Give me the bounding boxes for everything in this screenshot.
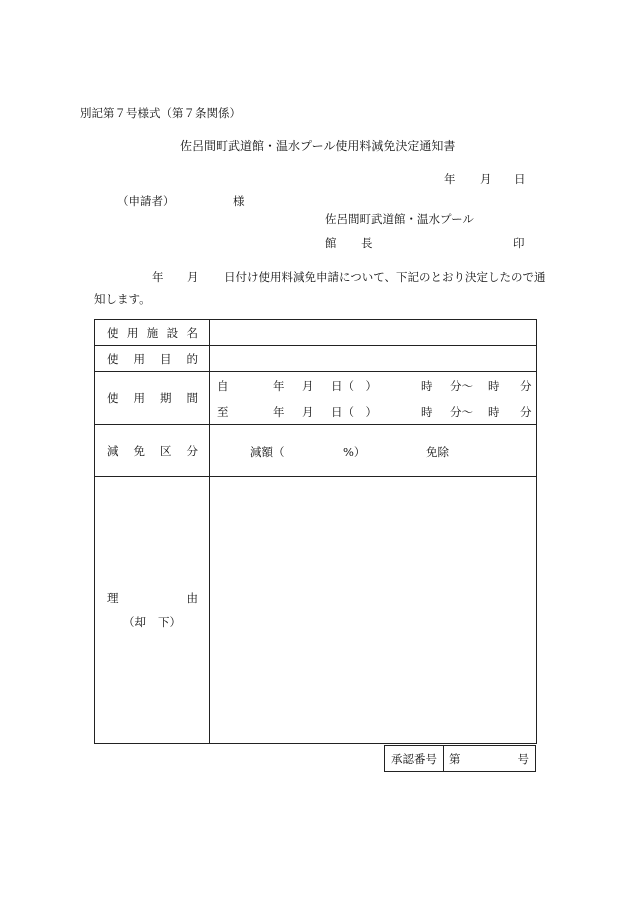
reason-label (95, 477, 210, 744)
form-reference: 別記第７号様式（第７条関係） (80, 106, 241, 120)
period-to-line (210, 398, 536, 424)
reduction-label-char: 区 (160, 443, 172, 458)
facility-label-char: 名 (186, 325, 198, 340)
reduction-partial: 減額（ (250, 444, 285, 459)
issuer-org: 佐呂間町武道館・温水プール (325, 212, 474, 226)
reduction-label-char: 免 (133, 443, 145, 458)
reason-value[interactable] (210, 477, 537, 744)
body-year: 年 (152, 270, 164, 284)
reason-sub-char: （却 (123, 615, 146, 629)
body-month: 月 (187, 270, 199, 284)
period-label-char: 用 (133, 391, 145, 405)
applicant-label: （申請者） (117, 194, 175, 208)
row-period (95, 372, 537, 425)
decision-form-table (94, 319, 537, 744)
facility-label-char: 用 (126, 325, 139, 340)
reason-label-char: 由 (186, 591, 198, 605)
period-to-hour: 時 (421, 405, 433, 419)
reduction-line (210, 438, 536, 464)
reduction-label (95, 425, 210, 477)
period-from-day: 日（ ） (331, 379, 377, 393)
reduction-value[interactable] (210, 425, 537, 477)
issuer-title-2: 長 (361, 236, 373, 250)
date-month: 月 (480, 172, 492, 186)
period-from-minute2: 分 (520, 379, 532, 393)
period-from-hour: 時 (421, 379, 433, 393)
period-from-month: 月 (302, 379, 314, 393)
period-label-char: 期 (160, 391, 172, 405)
period-label-char: 使 (107, 391, 119, 405)
period-to-minute2: 分 (520, 405, 532, 419)
reason-label-char: 理 (107, 591, 119, 605)
reason-sublabel (95, 606, 209, 630)
facility-value[interactable] (210, 320, 537, 346)
purpose-label-char: 使 (107, 351, 119, 366)
period-from-line (210, 372, 536, 398)
period-to-hour2: 時 (488, 405, 500, 419)
period-to-day: 日（ ） (331, 405, 377, 419)
approval-value[interactable] (444, 746, 536, 772)
period-from-minute: 分～ (450, 379, 473, 393)
period-to-minute: 分～ (450, 405, 473, 419)
period-label-char: 間 (186, 391, 198, 405)
period-value[interactable] (210, 372, 537, 425)
document-title: 佐呂間町武道館・温水プール使用料減免決定通知書 (180, 139, 456, 153)
reduction-label-char: 減 (107, 443, 119, 458)
period-to-year: 年 (273, 405, 285, 419)
purpose-label (95, 346, 210, 372)
seal-mark: 印 (513, 236, 525, 250)
date-year: 年 (444, 172, 456, 186)
row-reason (95, 477, 537, 744)
facility-label-char: 設 (166, 325, 179, 340)
approval-label: 承認番号 (385, 746, 444, 772)
facility-label-char: 施 (146, 325, 159, 340)
period-from-hour2: 時 (488, 379, 500, 393)
facility-label (95, 320, 210, 346)
purpose-label-char: 用 (133, 351, 145, 366)
purpose-label-char: 目 (160, 351, 172, 366)
applicant-honorific: 様 (233, 194, 245, 208)
body-line-1: 日付け使用料減免申請について、下記のとおり決定したので通 (224, 270, 546, 284)
facility-label-char: 使 (107, 325, 119, 340)
row-purpose (95, 346, 537, 372)
reduction-full: 免除 (426, 444, 449, 459)
body-line-2: 知します。 (94, 292, 151, 306)
reduction-percent: %） (343, 444, 366, 459)
period-to-prefix: 至 (217, 405, 229, 419)
purpose-label-char: 的 (186, 351, 198, 366)
period-from-prefix: 自 (217, 379, 229, 393)
date-day: 日 (514, 172, 526, 186)
row-reduction (95, 425, 537, 477)
approval-suffix: 号 (517, 751, 529, 766)
period-to-month: 月 (302, 405, 314, 419)
reason-sub-char: 下） (158, 615, 181, 629)
period-label (95, 372, 210, 425)
purpose-value[interactable] (210, 346, 537, 372)
issuer-title-1: 館 (325, 236, 337, 250)
row-facility (95, 320, 537, 346)
period-from-year: 年 (273, 379, 285, 393)
reduction-label-char: 分 (186, 443, 198, 458)
approval-number-box (384, 745, 536, 772)
approval-prefix: 第 (449, 751, 461, 766)
